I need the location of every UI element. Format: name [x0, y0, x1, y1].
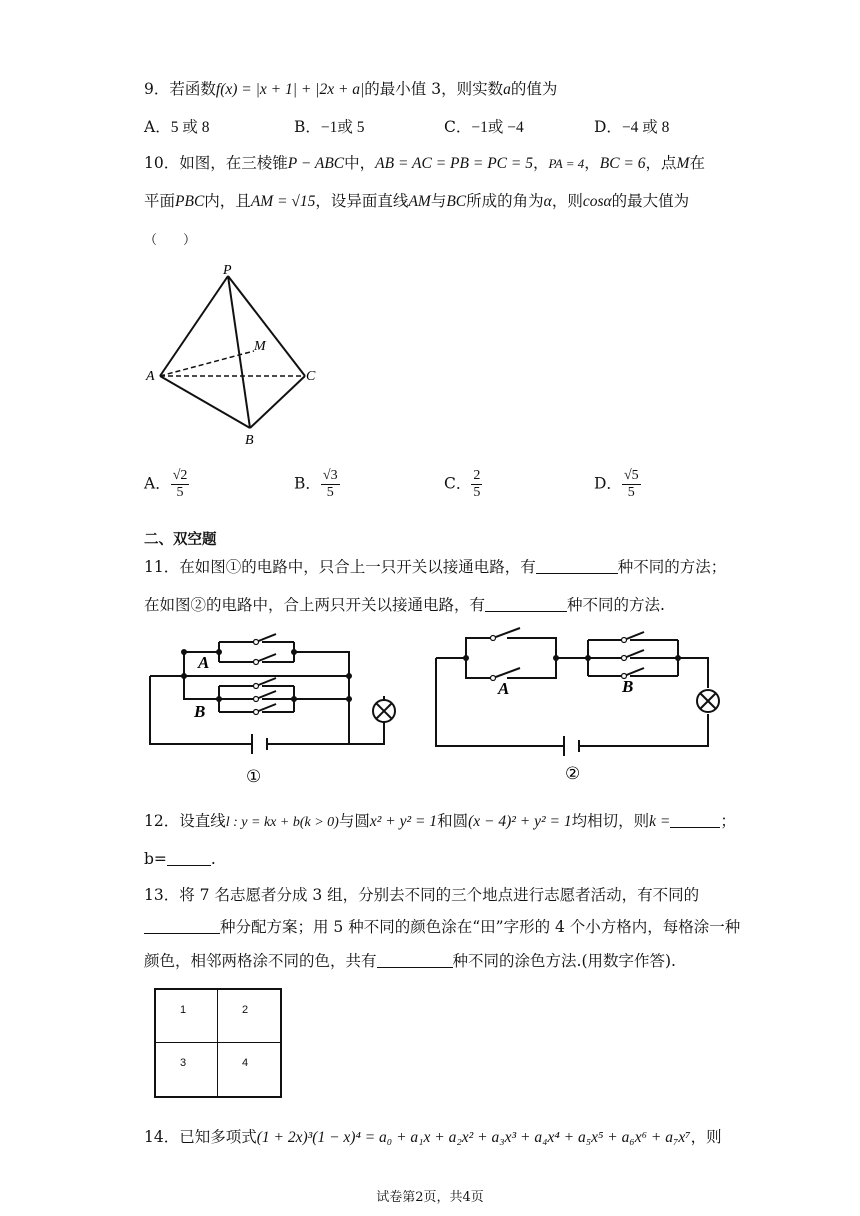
grid-cell-4: 4 — [242, 1057, 249, 1069]
pyramid-figure — [140, 258, 330, 448]
label-b: B — [245, 433, 254, 448]
page-footer: 试卷第2页，共4页 — [376, 1190, 484, 1205]
q12-blank-k[interactable] — [670, 813, 720, 828]
q9-formula: f(x) = |x + 1| + |2x + a| — [215, 81, 365, 98]
label-a: A — [146, 369, 155, 384]
circuit1-caption: ① — [246, 767, 262, 786]
circuit2-label-b: B — [622, 677, 634, 696]
q11-blank-2[interactable] — [485, 597, 567, 612]
edge-ab — [160, 376, 250, 428]
label-m: M — [254, 339, 266, 354]
q14-line1: 14．已知多项式(1 + 2x)³(1 − x)⁴ = a₀ + a₁x + a₂x² + a₃x³ + a₄x⁴ + a₅x⁵ + a₆x⁶ + a₇x⁷，则 — [144, 1128, 722, 1146]
q10-line2: 平面PBC内，且AM = √15，设异面直线AM与BC所成的角为α，则cosα的最大值为 — [144, 192, 690, 210]
circuit-figure-2 — [430, 624, 730, 790]
q10-option-b: B． $\frac{√3}{5}$ — [294, 468, 338, 500]
q11-line1: 11．在如图①的电路中，只合上一只开关以接通电路，有 种不同的方法； — [144, 558, 727, 576]
q12-line2: b= . — [144, 850, 216, 868]
q9-var: a — [503, 81, 511, 98]
q11-line2: 在如图②的电路中，合上两只开关以接通电路，有 种不同的方法. — [144, 596, 665, 614]
circuit2-caption: ② — [565, 764, 581, 783]
q10-answer-paren: （ ） — [144, 233, 197, 248]
q9-number: 9． — [144, 80, 170, 98]
section-title: 二、双空题 — [144, 531, 217, 548]
q13-line2: 种分配方案；用 5 种不同的颜色涂在“田”字形的 4 个小方格内，每格涂一种 — [144, 916, 740, 938]
grid-cell-2: 2 — [218, 990, 280, 1043]
tian-grid — [154, 988, 282, 1098]
q13-blank-1[interactable] — [144, 919, 220, 934]
q9-text-end: 的值为 — [510, 80, 558, 98]
q13-line3: 颜色，相邻两格涂不同的色，共有 种不同的涂色方法.(用数字作答). — [144, 952, 676, 970]
grid-cell-3: 3 — [156, 1043, 218, 1096]
grid-cell-1: 1 — [156, 990, 218, 1043]
label-p: P — [223, 263, 232, 278]
q10-line1: 10．如图，在三棱锥P − ABC中，AB = AC = PB = PC = 5，PA = 4，BC = 6，点M在 — [144, 154, 705, 172]
q10-option-d: D． $\frac{√5}{5}$ — [594, 468, 639, 500]
q11-blank-1[interactable] — [536, 559, 618, 574]
q13-line1: 13．将 7 名志愿者分成 3 组，分别去不同的三个地点进行志愿者活动，有不同的 — [144, 886, 700, 904]
label-c: C — [306, 369, 316, 384]
q9-option-c: C．−1或 −4 — [444, 118, 524, 136]
q9-option-b: B．−1或 5 — [294, 118, 365, 136]
circuit-figure-1 — [144, 624, 404, 790]
q9-text-pre: 若函数 — [169, 80, 216, 98]
q10-option-a: A． $\frac{√2}{5}$ — [144, 468, 188, 500]
circuit2-label-a: A — [498, 679, 510, 698]
q9-text-post: 的最小值 3，则实数 — [364, 80, 504, 98]
q12-blank-b[interactable] — [167, 851, 211, 866]
circuit1-label-a: A — [198, 653, 210, 672]
q10-option-c: C． $\frac{2}{5}$ — [444, 468, 481, 500]
circuit1-label-b: B — [194, 702, 206, 721]
edge-cb — [250, 376, 305, 428]
q13-blank-2[interactable] — [377, 953, 453, 968]
q9-option-a: A．5 或 8 — [144, 118, 210, 136]
q12-line1: 12．设直线l : y = kx + b(k > 0)与圆x² + y² = 1和圆(x − 4)² + y² = 1均相切，则k = ； — [144, 812, 736, 830]
q9-option-d: D．−4 或 8 — [594, 118, 670, 136]
q9-stem — [144, 78, 557, 101]
